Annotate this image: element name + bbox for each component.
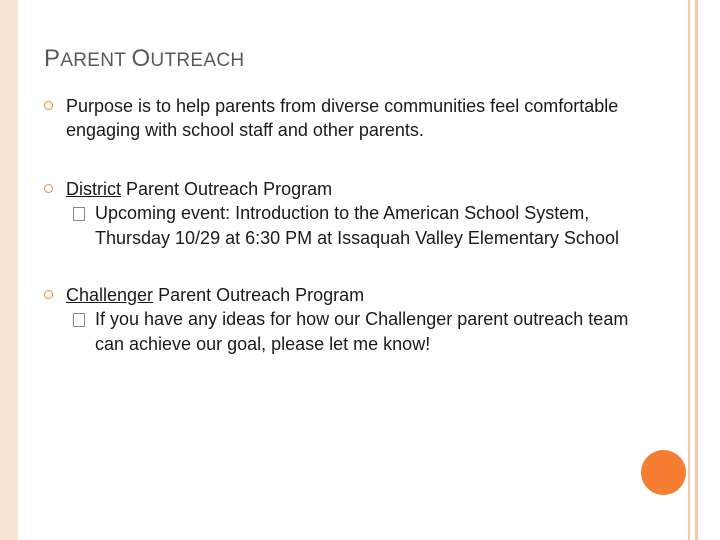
challenger-link[interactable]: Challenger — [66, 285, 154, 305]
sub-bullet-text: Upcoming event: Introduction to the American School System, Thursday 10/29 at 6:30 PM at Issaquah Valley Elementary School — [95, 203, 619, 248]
bullet-purpose — [44, 94, 644, 142]
bullet-challenger-program — [44, 283, 644, 307]
slide-content — [44, 94, 644, 356]
sub-bullet-ideas — [66, 307, 644, 356]
right-decorative-rule — [695, 0, 698, 540]
bullet-text: Parent Outreach Program — [153, 285, 365, 305]
bullet-ring-icon — [44, 290, 53, 299]
right-decorative-rule — [688, 0, 690, 540]
district-link[interactable]: District — [66, 179, 121, 199]
sub-bullet-text: If you have any ideas for how our Challenger parent outreach team can achieve our goal, please let me know! — [95, 309, 629, 354]
checkbox-glyph-icon — [73, 207, 85, 221]
left-decorative-border — [0, 0, 18, 540]
slide-title: PARENT OUTREACH — [44, 45, 245, 72]
bullet-text: Purpose is to help parents from diverse communities feel comfortable engaging with school staff and other parents. — [66, 96, 619, 140]
sub-bullet-upcoming-event — [66, 201, 644, 250]
bullet-text: Parent Outreach Program — [121, 179, 333, 199]
bullet-ring-icon — [44, 184, 53, 193]
bullet-district-program — [44, 177, 644, 201]
bullet-ring-icon — [44, 101, 53, 110]
checkbox-glyph-icon — [73, 313, 85, 327]
orange-accent-circle — [641, 450, 686, 495]
